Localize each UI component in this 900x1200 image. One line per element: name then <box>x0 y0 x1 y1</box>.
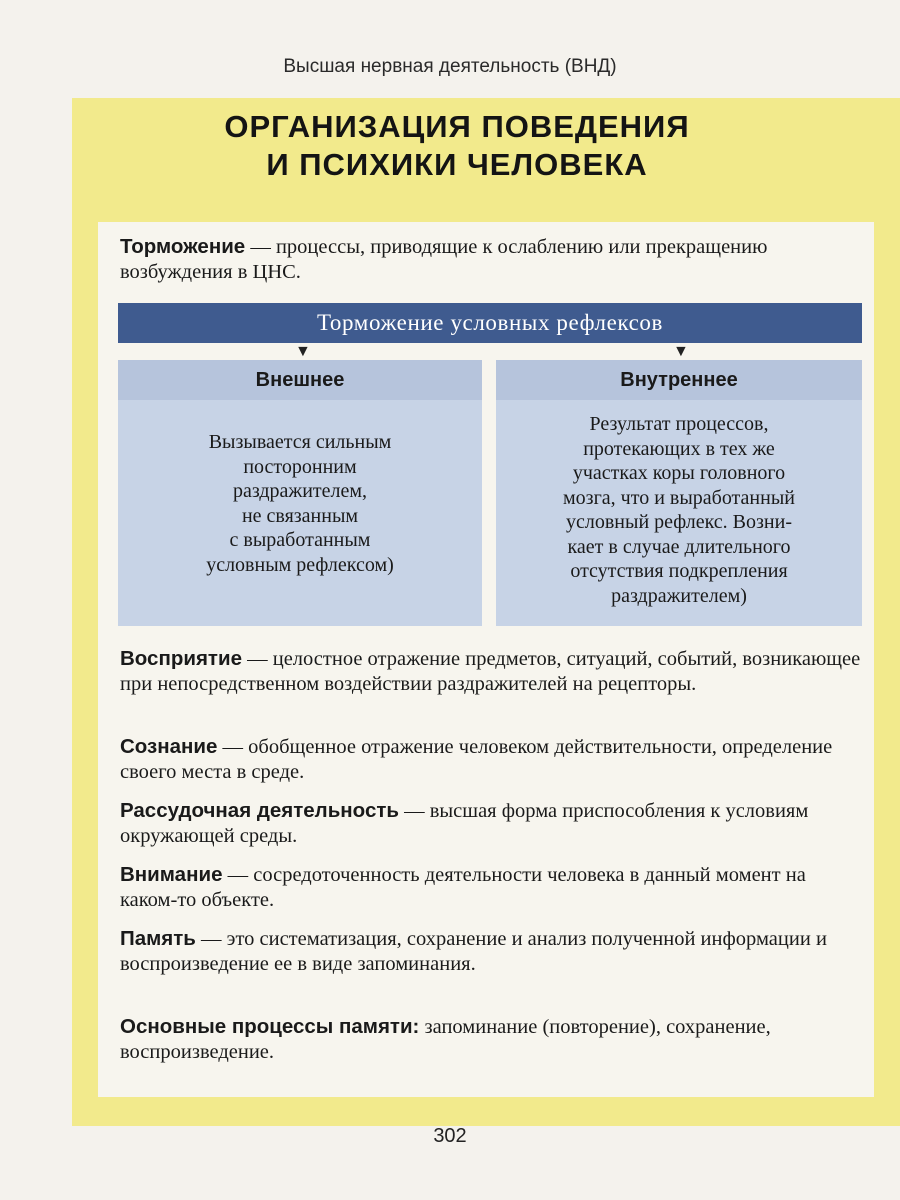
definition-perception <box>120 646 865 697</box>
page-title <box>72 108 842 184</box>
definition-text: — это систематизация, сохранение и анализ полученной информации и воспроизведение ее в виде запоминания. <box>120 928 827 975</box>
definition-term: Торможение <box>120 235 246 258</box>
external-inhibition-box <box>118 360 482 626</box>
internal-inhibition-text: Результат процессов, протекающих в тех же участках коры головного мозга, что и выработанный условный рефлекс. Возни- кает в случае длительного отсутствия подкрепления раздражителем) <box>563 413 795 607</box>
page-number: 302 <box>433 1125 467 1147</box>
title-line-2: И ПСИХИКИ ЧЕЛОВЕКА <box>266 147 648 182</box>
diagram-banner: Торможение условных рефлексов <box>118 303 862 343</box>
internal-inhibition-title: Внутреннее <box>496 360 862 400</box>
internal-inhibition-box <box>496 360 862 626</box>
definition-memory <box>120 926 865 977</box>
definition-text: — сосредоточенность деятельности человека в данный момент на каком-то объекте. <box>120 864 806 911</box>
title-line-1: ОРГАНИЗАЦИЯ ПОВЕДЕНИЯ <box>224 109 690 144</box>
definition-term: Память <box>120 927 196 950</box>
arrow-down-icon: ▼ <box>295 343 311 360</box>
definition-attention <box>120 862 865 913</box>
definition-term: Рассудочная деятельность <box>120 799 399 822</box>
arrow-down-icon: ▼ <box>673 343 689 360</box>
definition-consciousness <box>120 734 865 785</box>
definition-memory-processes <box>120 1014 865 1065</box>
definition-text: — обобщенное отражение человеком действительности, определение своего места в среде. <box>120 736 833 783</box>
external-inhibition-text: Вызывается сильным посторонним раздражителем, не связанным с выработанным условным рефлексом) <box>206 431 394 576</box>
external-inhibition-title: Внешнее <box>118 360 482 400</box>
definition-text: — процессы, приводящие к ослаблению или прекращению возбуждения в ЦНС. <box>120 236 768 283</box>
definition-term: Сознание <box>120 735 218 758</box>
definition-term: Внимание <box>120 863 223 886</box>
definition-text: — высшая форма приспособления к условиям окружающей среды. <box>120 800 809 847</box>
definition-reasoning <box>120 798 865 849</box>
definition-text: — целостное отражение предметов, ситуаций, событий, возникающее при непосредственном воздействии раздражителей на рецепторы. <box>120 648 861 695</box>
definition-term: Основные процессы памяти: <box>120 1015 420 1038</box>
running-head: Высшая нервная деятельность (ВНД) <box>283 56 617 77</box>
definition-inhibition <box>120 234 865 285</box>
definition-term: Восприятие <box>120 647 242 670</box>
definition-text: запоминание (повторение), сохранение, воспроизведение. <box>120 1016 771 1063</box>
